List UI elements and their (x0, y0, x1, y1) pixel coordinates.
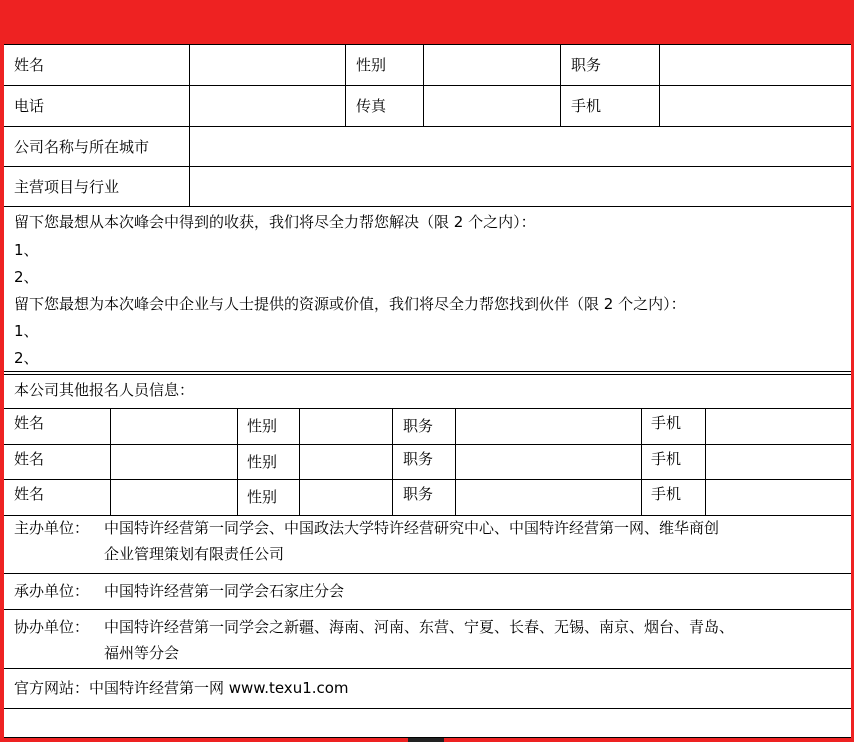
job-title-label: 职务 (571, 56, 602, 74)
mobile-input[interactable] (660, 86, 851, 126)
co-organizer-text-line2: 福州等分会 (104, 644, 180, 662)
company-input[interactable] (190, 127, 851, 166)
mobile-label: 手机 (571, 97, 602, 115)
other-mobile-label: 手机 (651, 485, 682, 503)
column-divider (392, 408, 393, 515)
row-divider (4, 515, 851, 516)
fax-label: 传真 (356, 97, 387, 115)
other-title-input[interactable] (456, 445, 641, 479)
other-name-input[interactable] (111, 409, 237, 444)
official-website[interactable]: 官方网站：中国特许经营第一网 www.texu1.com (14, 679, 349, 697)
name-label: 姓名 (14, 56, 45, 74)
bottom-edge-mark (408, 738, 444, 742)
partners-item-1[interactable]: 1、 (14, 322, 39, 340)
column-divider (237, 408, 238, 515)
other-mobile-input[interactable] (706, 480, 851, 515)
other-mobile-input[interactable] (706, 445, 851, 479)
other-name-input[interactable] (111, 480, 237, 515)
phone-input[interactable] (190, 86, 345, 126)
other-gender-label: 性别 (247, 488, 278, 506)
host-label: 承办单位： (14, 582, 90, 600)
row-divider (4, 371, 851, 372)
column-divider (345, 44, 346, 126)
row-divider (4, 708, 851, 709)
gains-prompt: 留下您最想从本次峰会中得到的收获，我们将尽全力帮您解决（限 2 个之内）： (14, 213, 536, 231)
other-mobile-label: 手机 (651, 414, 682, 432)
other-title-input[interactable] (456, 409, 641, 444)
row-divider (4, 374, 851, 375)
other-mobile-label: 手机 (651, 450, 682, 468)
row-divider (4, 668, 851, 669)
fax-input[interactable] (424, 86, 560, 126)
organizer-text-line2: 企业管理策划有限责任公司 (104, 545, 285, 563)
other-gender-input[interactable] (300, 445, 392, 479)
partners-item-2[interactable]: 2、 (14, 349, 39, 367)
gains-item-1[interactable]: 1、 (14, 241, 39, 259)
co-organizer-label: 协办单位： (14, 618, 90, 636)
other-title-label: 职务 (403, 417, 434, 435)
other-gender-label: 性别 (247, 453, 278, 471)
row-divider (4, 206, 851, 207)
column-divider (560, 44, 561, 126)
co-organizer-text-line1: 中国特许经营第一同学会之新疆、海南、河南、东营、宁夏、长春、无锡、南京、烟台、青岛、 (104, 618, 735, 636)
job-title-input[interactable] (660, 45, 851, 85)
other-title-input[interactable] (456, 480, 641, 515)
company-label: 公司名称与所在城市 (14, 138, 150, 156)
other-mobile-input[interactable] (706, 409, 851, 444)
others-title: 本公司其他报名人员信息： (14, 381, 195, 399)
other-name-label: 姓名 (14, 485, 45, 503)
gender-label: 性别 (356, 56, 387, 74)
row-divider (4, 609, 851, 610)
other-gender-input[interactable] (300, 480, 392, 515)
business-label: 主营项目与行业 (14, 178, 120, 196)
phone-label: 电话 (14, 97, 45, 115)
column-divider (641, 408, 642, 515)
organizer-label: 主办单位： (14, 519, 90, 537)
business-input[interactable] (190, 167, 851, 206)
gains-item-2[interactable]: 2、 (14, 268, 39, 286)
other-title-label: 职务 (403, 450, 434, 468)
other-name-label: 姓名 (14, 414, 45, 432)
other-name-input[interactable] (111, 445, 237, 479)
other-gender-label: 性别 (247, 417, 278, 435)
row-divider (4, 573, 851, 574)
partners-prompt: 留下您最想为本次峰会中企业与人士提供的资源或价值，我们将尽全力帮您找到伙伴（限 2 个之内）： (14, 295, 686, 313)
name-input[interactable] (190, 45, 345, 85)
host-text: 中国特许经营第一同学会石家庄分会 (104, 582, 345, 600)
organizer-text-line1: 中国特许经营第一同学会、中国政法大学特许经营研究中心、中国特许经营第一网、维华商创 (104, 519, 720, 537)
other-name-label: 姓名 (14, 450, 45, 468)
other-gender-input[interactable] (300, 409, 392, 444)
gender-input[interactable] (424, 45, 560, 85)
other-title-label: 职务 (403, 485, 434, 503)
